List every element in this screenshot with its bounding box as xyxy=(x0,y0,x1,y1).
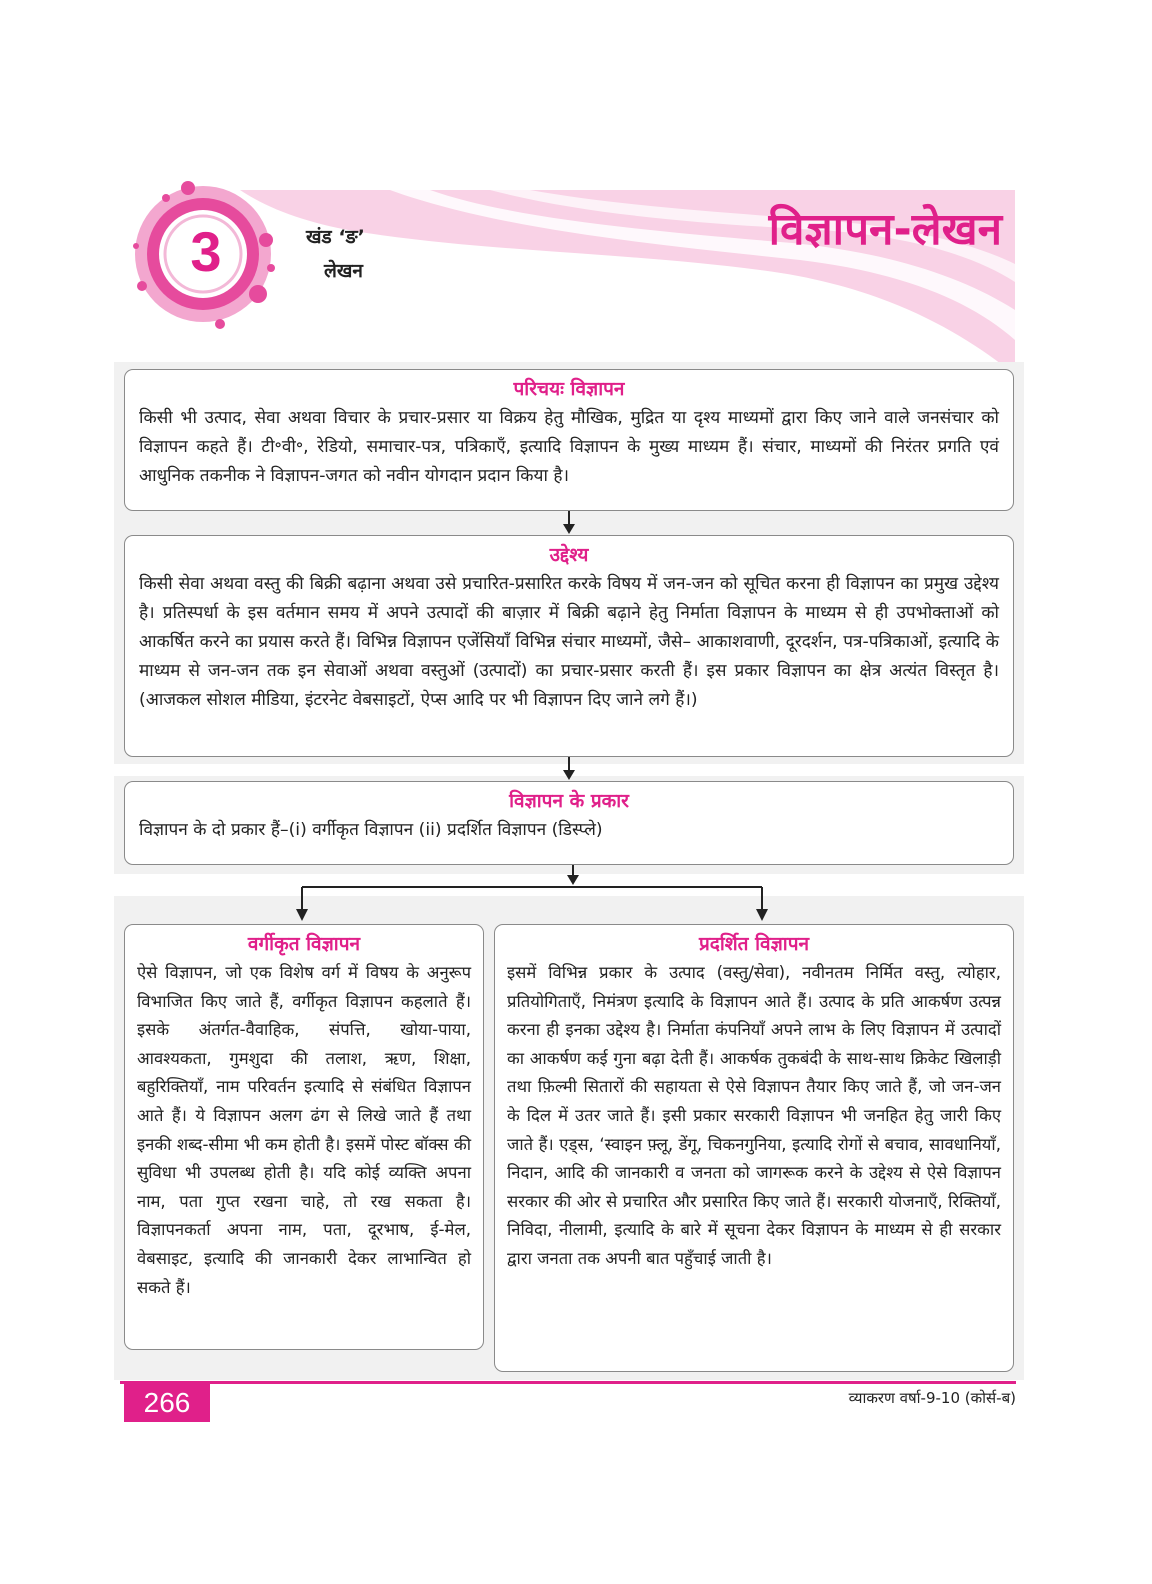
types-title: विज्ञापन के प्रकार xyxy=(509,790,629,812)
types-box xyxy=(124,781,1014,865)
arrow-down-icon xyxy=(562,757,576,781)
purpose-text: किसी सेवा अथवा वस्तु की बिक्री बढ़ाना अथवा उसे प्रचारित-प्रसारित करके विषय में जन-जन को सूचित करना ही विज्ञापन का प्रमुख उद्देश्य है। प्रतिस्पर्धा के इस वर्तमान समय में अपने उत्पादों की बाज़ार में बिक्री बढ़ाने हेतु निर्माता विज्ञापन के माध्यम से ही उपभोक्ताओं को आकर्षित करने का प्रयास करते हैं। विभिन्न विज्ञापन एजेंसियाँ विभिन्न संचार माध्यमों, जैसे– आकाशवाणी, दूरदर्शन, पत्र-पत्रिकाओं, इत्यादि के माध्यम से जन-जन तक इन सेवाओं अथवा वस्तुओं (उत्पादों) का प्रचार-प्रसार करती हैं। इस प्रकार विज्ञापन का क्षेत्र अत्यंत विस्तृत है। (आजकल सोशल मीडिया, इंटरनेट वेबसाइटों, ऐप्स आदि पर भी विज्ञापन दिए जाने लगे हैं।) xyxy=(139,574,999,710)
classified-box xyxy=(124,924,484,1350)
section-subname: लेखन xyxy=(324,260,363,282)
display-text: इसमें विभिन्न प्रकार के उत्पाद (वस्तु/सेवा), नवीनतम निर्मित वस्तु, त्योहार, प्रतियोगिताएँ, निमंत्रण इत्यादि के विज्ञापन आते हैं। उत्पाद के प्रति आकर्षण उत्पन्न करना ही इनका उद्देश्य है। निर्माता कंपनियाँ अपने लाभ के लिए विज्ञापन में उत्पादों का आकर्षण कई गुना बढ़ा देती हैं। आकर्षक तुकबंदी के साथ-साथ क्रिकेट खिलाड़ी तथा फ़िल्मी सितारों की सहायता से ऐसे विज्ञापन तैयार किए जाते हैं, जो जन-जन के दिल में उतर जाते हैं। इसी प्रकार सरकारी विज्ञापन भी जनहित हेतु जारी किए जाते हैं। एड्स, ‘स्वाइन फ़्लू, डेंगू, चिकनगुनिया, इत्यादि रोगों से बचाव, सावधानियाँ, निदान, आदि की जानकारी व जनता को जागरूक करने के उद्देश्य से ऐसे विज्ञापन सरकार की ओर से प्रचारित और प्रसारित किए जाते हैं। सरकारी योजनाएँ, रिक्तियाँ, निविदा, नीलामी, इत्यादि के बारे में सूचना देकर विज्ञापन के माध्यम से ही सरकार द्वारा जनता तक अपनी बात पहुँचाई जाती है। xyxy=(507,963,1001,1268)
branch-arrows xyxy=(290,865,780,923)
page-number: 266 xyxy=(124,1384,210,1422)
section-name: खंड ‘ङ’ xyxy=(306,226,365,248)
intro-text: किसी भी उत्पाद, सेवा अथवा विचार के प्रचार-प्रसार या विक्रय हेतु मौखिक, मुद्रित या दृश्य माध्यमों द्वारा किए जाने वाले जनसंचार को विज्ञापन कहते हैं। टी॰वी॰, रेडियो, समाचार-पत्र, पत्रिकाएँ, इत्यादि विज्ञापन के मुख्य माध्यम हैं। संचार, माध्यमों की निरंतर प्रगति एवं आधुनिक तकनीक ने विज्ञापन-जगत को नवीन योगदान प्रदान किया है। xyxy=(139,408,999,486)
classified-text: ऐसे विज्ञापन, जो एक विशेष वर्ग में विषय के अनुरूप विभाजित किए जाते हैं, वर्गीकृत विज्ञापन कहलाते हैं। इसके अंतर्गत-वैवाहिक, संपत्ति, खोया-पाया, आवश्यकता, गुमशुदा की तलाश, ऋण, शिक्षा, बहुरिक्तियाँ, नाम परिवर्तन इत्यादि से संबंधित विज्ञापन आते हैं। ये विज्ञापन अलग ढंग से लिखे जाते हैं तथा इनकी शब्द-सीमा भी कम होती है। इसमें पोस्ट बॉक्स की सुविधा भी उपलब्ध होती है। यदि कोई व्यक्ति अपना नाम, पता गुप्त रखना चाहे, तो रख सकता है। विज्ञापनकर्ता अपना नाम, पता, दूरभाष, ई-मेल, वेबसाइट, इत्यादि की जानकारी देकर लाभान्वित हो सकते हैं। xyxy=(137,963,471,1297)
display-box xyxy=(494,924,1014,1372)
chapter-number: 3 xyxy=(190,220,222,283)
display-title: प्रदर्शित विज्ञापन xyxy=(698,933,810,955)
purpose-box xyxy=(124,535,1014,757)
intro-box xyxy=(124,369,1014,511)
book-title: व्याकरण वर्षा-9-10 (कोर्स-ब) xyxy=(848,1389,1016,1407)
types-text: विज्ञापन के दो प्रकार हैं–(i) वर्गीकृत विज्ञापन (ii) प्रदर्शित विज्ञापन (डिस्प्ले) xyxy=(139,820,603,840)
classified-title: वर्गीकृत विज्ञापन xyxy=(247,933,361,955)
intro-title: परिचयः विज्ञापन xyxy=(513,378,625,400)
section-label xyxy=(306,220,406,288)
footer-divider xyxy=(120,1381,1016,1384)
arrow-down-icon xyxy=(562,511,576,535)
purpose-title: उद्देश्य xyxy=(549,544,589,566)
page-title: विज्ञापन-लेखन xyxy=(768,204,1002,255)
